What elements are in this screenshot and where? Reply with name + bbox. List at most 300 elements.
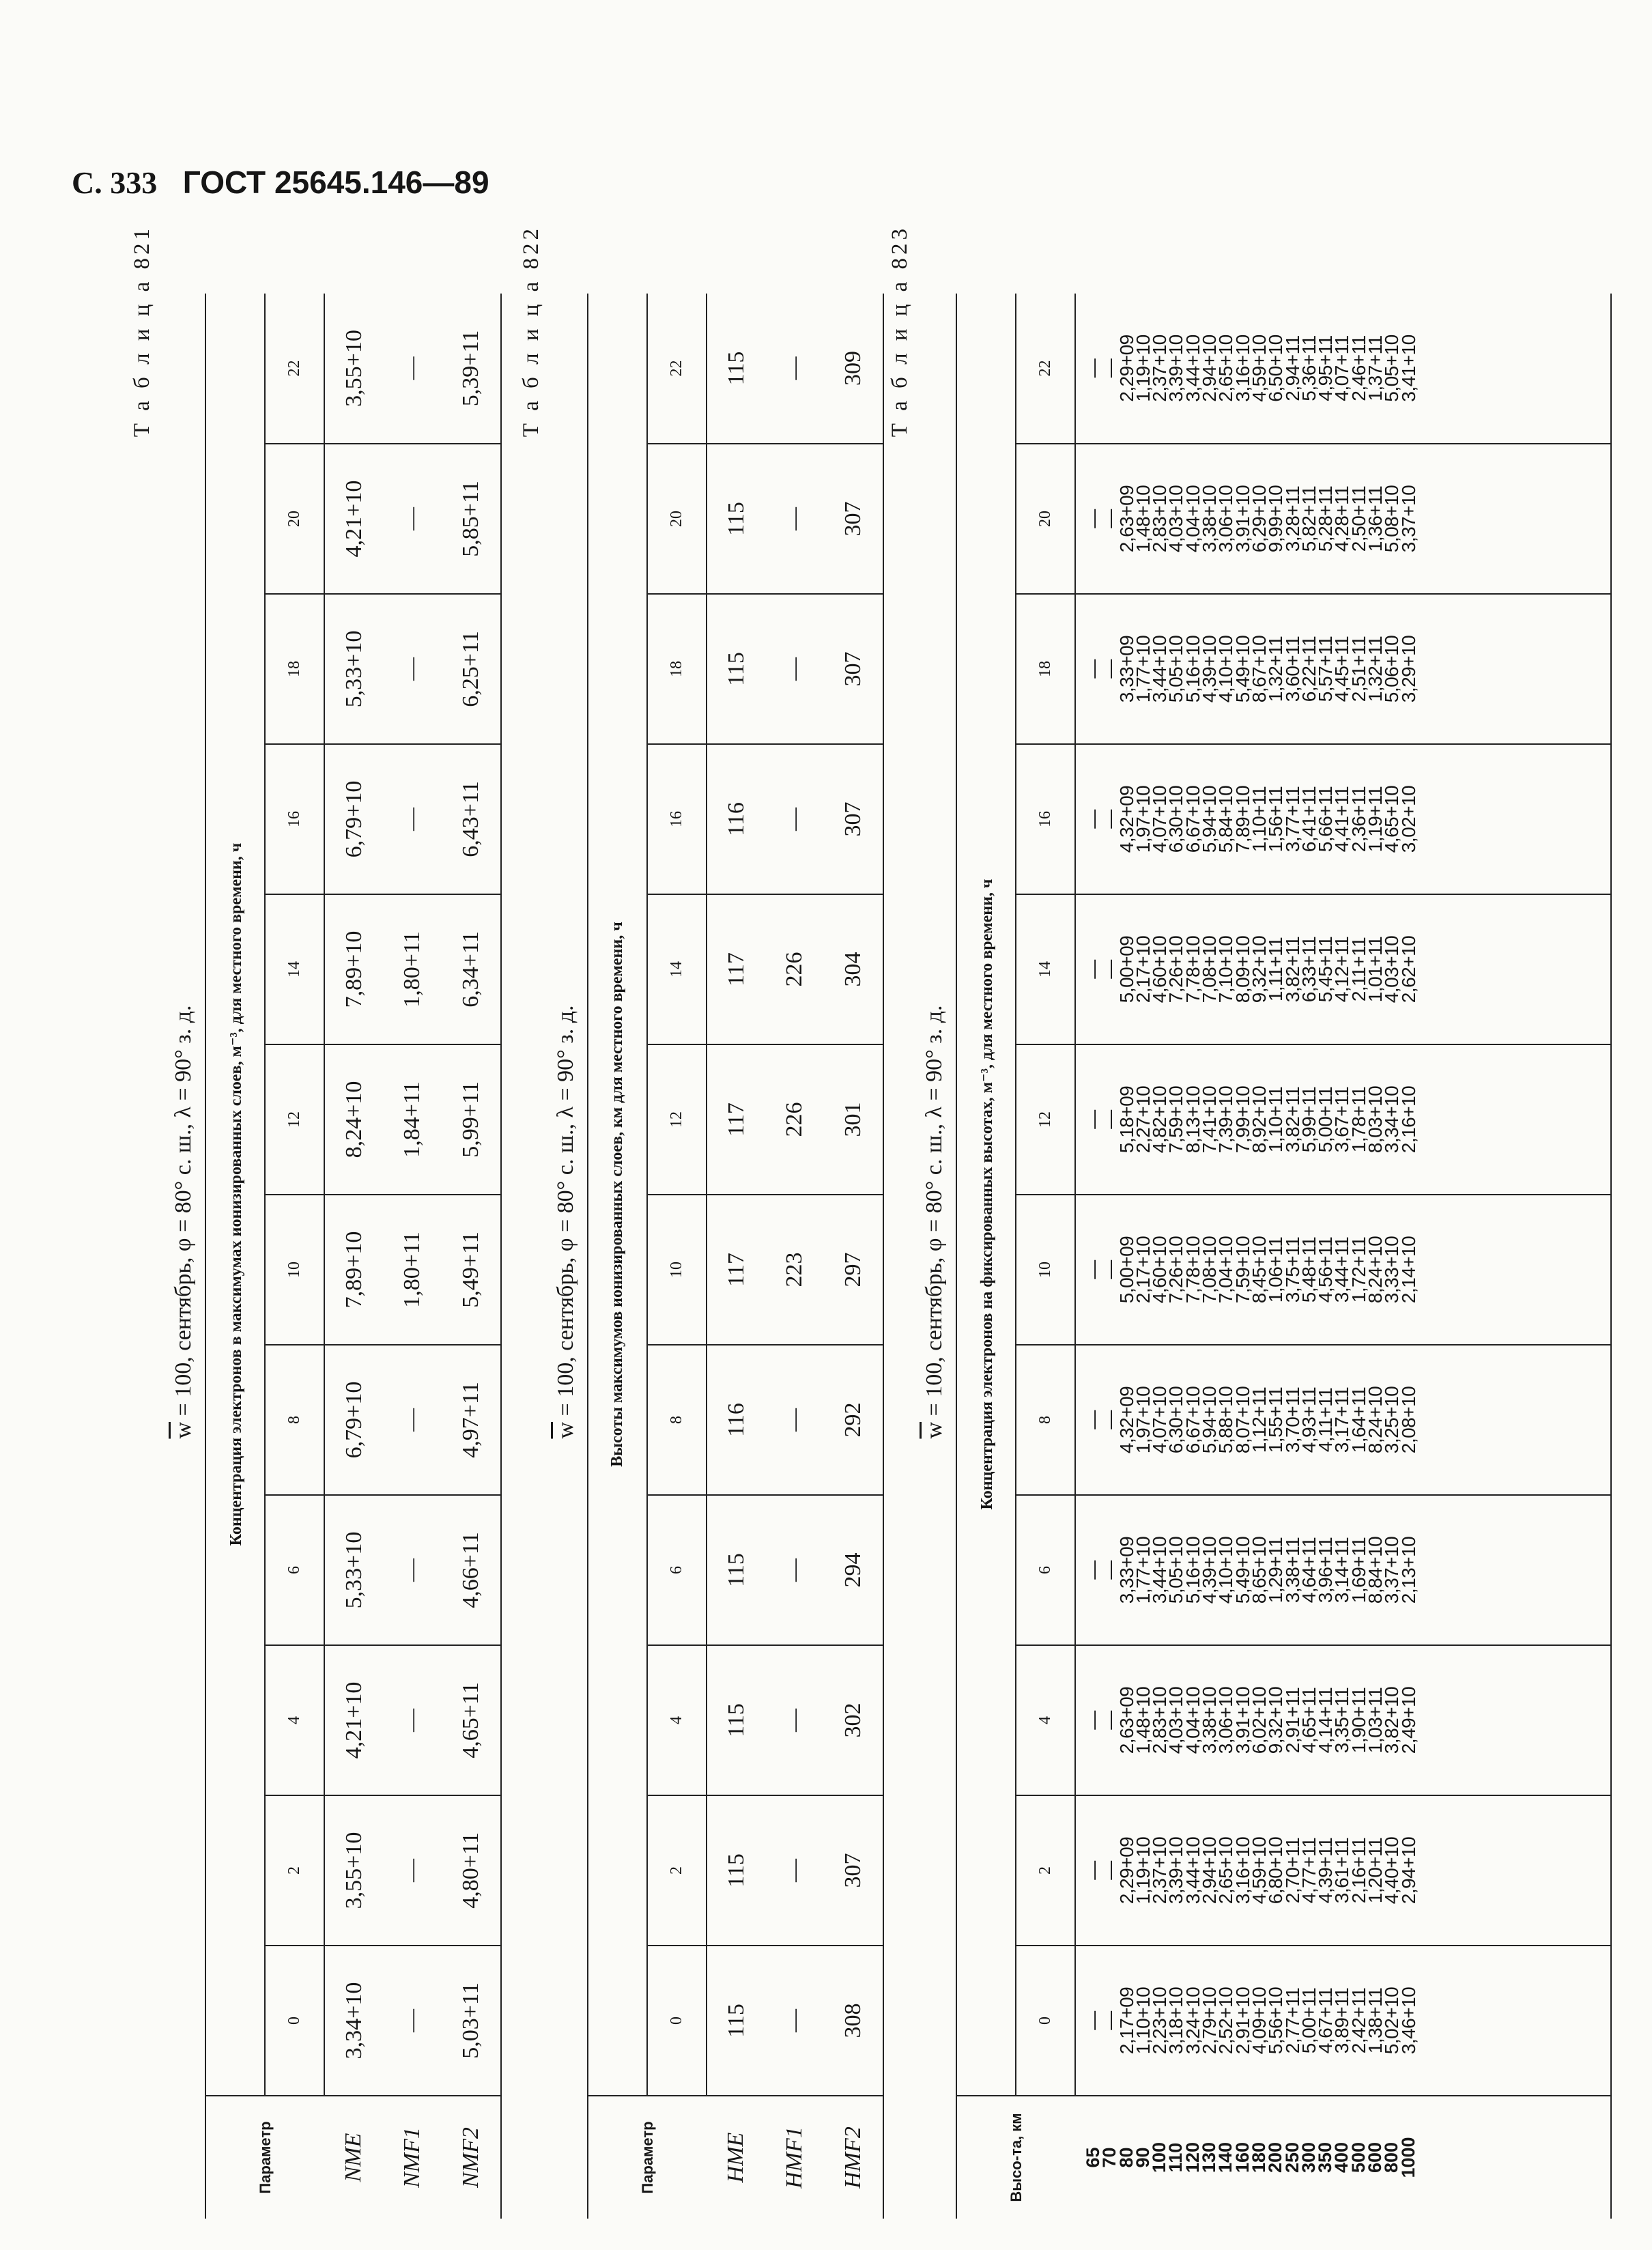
table821-row [442, 294, 501, 2219]
table823-column [1075, 444, 1611, 594]
table822-cell: 117 [707, 1044, 765, 1195]
table823-block [887, 225, 1577, 2219]
concentration-value: 3,44+10 [1149, 635, 1171, 703]
concentration-value: 4,77+11 [1298, 1837, 1320, 1904]
table822-table [587, 294, 884, 2219]
concentration-value: 4,60+10 [1149, 935, 1171, 1003]
concentration-value: 6,02+10 [1248, 1686, 1270, 1754]
height-value: 800 [1381, 2141, 1402, 2174]
table821-col-header: 6 [265, 1495, 324, 1645]
table821-span-header: Концентрация электронов в максимумах ионизированных слоев, м⁻³, для местного времени, ч [205, 294, 265, 2096]
height-value: 1000 [1397, 2137, 1419, 2178]
concentration-value: 2,77+11 [1281, 1987, 1303, 2054]
concentration-value: 2,36+11 [1348, 786, 1369, 853]
concentration-value: 1,19+11 [1365, 786, 1386, 853]
table821-label: Т а б л и ц а 821 [130, 225, 154, 438]
table822-col-header: 2 [647, 1795, 707, 1946]
concentration-value: 9,32+10 [1248, 935, 1270, 1003]
concentration-value: — [1099, 960, 1121, 979]
concentration-value: 1,32+11 [1365, 636, 1386, 702]
concentration-value: 4,59+10 [1248, 334, 1270, 402]
concentration-value: 1,29+11 [1265, 1537, 1287, 1604]
concentration-value: 1,55+11 [1265, 1386, 1287, 1453]
concentration-value: 2,94+10 [1397, 1836, 1419, 1905]
table822-cell: 307 [824, 744, 883, 894]
concentration-value: 6,67+10 [1182, 1386, 1204, 1454]
concentration-value: 3,44+11 [1331, 1236, 1353, 1303]
height-value: 65 [1083, 2147, 1103, 2168]
concentration-value: — [1099, 659, 1121, 679]
table823-column [1075, 1345, 1611, 1495]
concentration-value: 3,38+10 [1199, 1686, 1221, 1754]
table821-cell: 4,66+11 [442, 1495, 501, 1645]
concentration-value: 4,40+10 [1381, 1836, 1403, 1905]
concentration-value: — [1083, 1260, 1104, 1279]
table822-cell: 292 [824, 1345, 883, 1495]
concentration-value: 4,07+11 [1331, 335, 1353, 401]
table822-cell: 307 [824, 594, 883, 744]
concentration-value: 3,61+11 [1331, 1837, 1353, 1904]
table823-col-header: 20 [1016, 444, 1075, 594]
table821-block [130, 225, 512, 2219]
standard-number: ГОСТ 25645.146—89 [182, 165, 489, 200]
concentration-value: 1,19+10 [1132, 1836, 1154, 1905]
table821-col-header: 16 [265, 744, 324, 894]
table821-param-header: Параметр [256, 2121, 274, 2194]
concentration-value: 4,65+11 [1298, 1687, 1320, 1754]
concentration-value: 5,16+10 [1182, 1536, 1204, 1604]
table821-row-label: NME [341, 2133, 366, 2182]
concentration-value: 2,27+10 [1132, 1085, 1154, 1154]
table822-cell: — [765, 444, 824, 594]
concentration-value: — [1099, 2011, 1121, 2030]
concentration-value: 1,97+10 [1132, 1386, 1154, 1454]
table822-col-header: 18 [647, 594, 707, 744]
concentration-value: 6,33+11 [1298, 936, 1320, 1003]
table821-col-header: 2 [265, 1795, 324, 1946]
concentration-value: 1,06+11 [1265, 1236, 1287, 1303]
table822-cell: 117 [707, 894, 765, 1044]
concentration-value: 6,30+10 [1165, 1386, 1187, 1454]
concentration-value: 3,33+10 [1381, 1236, 1403, 1304]
concentration-value: 1,10+11 [1265, 1086, 1287, 1153]
table822-label: Т а б л и ц а 822 [519, 225, 543, 438]
height-value: 120 [1182, 2141, 1203, 2174]
table823-caption-w: $\overline{w}$ [922, 1421, 947, 1439]
table823-caption-rest: = 100, сентябрь, φ = 80° с. ш., λ = 90° з. д. [922, 1005, 947, 1422]
concentration-value: 4,10+10 [1215, 1536, 1237, 1604]
concentration-value: 5,05+10 [1381, 334, 1403, 402]
table822-cell: 308 [824, 1946, 883, 2096]
concentration-value: — [1083, 659, 1104, 679]
table822-cell: — [765, 1345, 824, 1495]
concentration-value: 3,39+10 [1165, 1836, 1187, 1905]
concentration-value: 5,48+11 [1298, 1236, 1320, 1303]
height-value: 160 [1231, 2141, 1253, 2174]
concentration-value: 2,63+09 [1115, 1686, 1137, 1754]
concentration-value: 5,08+10 [1381, 485, 1403, 553]
table821-row-label: NMF2 [458, 2127, 483, 2188]
table822-block [519, 225, 881, 2219]
table822-cell: — [765, 1946, 824, 2096]
concentration-value: 2,83+10 [1149, 485, 1171, 553]
concentration-value: 4,65+10 [1381, 785, 1403, 853]
concentration-value: 4,32+09 [1115, 1386, 1137, 1454]
table822-span-header: Высоты максимумов ионизированных слоев, км для местного времени, ч [588, 294, 647, 2096]
concentration-value: 3,28+11 [1281, 485, 1303, 552]
concentration-value: — [1083, 2011, 1104, 2030]
concentration-value: 3,44+10 [1182, 1836, 1204, 1905]
table822-cell: — [765, 744, 824, 894]
concentration-value: 4,82+10 [1149, 1085, 1171, 1154]
table821-cell: 7,89+10 [324, 894, 383, 1044]
table822-cell: — [765, 1645, 824, 1795]
concentration-value: 2,63+09 [1115, 485, 1137, 553]
concentration-value: 3,33+09 [1115, 1536, 1137, 1604]
concentration-value: 3,82+11 [1281, 1086, 1303, 1153]
height-value: 140 [1215, 2141, 1236, 2174]
concentration-value: 4,60+10 [1149, 1236, 1171, 1304]
table823-caption [922, 225, 948, 2219]
table821-cell: 5,99+11 [442, 1044, 501, 1195]
concentration-value: 4,32+09 [1115, 785, 1137, 853]
concentration-value: 5,06+10 [1381, 635, 1403, 703]
table822-row-label: HMF1 [782, 2126, 807, 2189]
table822-col-header: 22 [647, 294, 707, 444]
concentration-value: — [1083, 1861, 1104, 1880]
concentration-value: — [1099, 1410, 1121, 1429]
concentration-value: 5,84+10 [1215, 785, 1237, 853]
height-value: 80 [1115, 2147, 1137, 2168]
concentration-value: — [1083, 1410, 1104, 1429]
concentration-value: 6,50+10 [1265, 334, 1287, 402]
concentration-value: 3,70+11 [1281, 1386, 1303, 1453]
table821-cell: — [383, 444, 442, 594]
concentration-value: — [1099, 358, 1121, 378]
table822-cell: — [765, 1495, 824, 1645]
concentration-value: 2,17+10 [1132, 935, 1154, 1003]
concentration-value: 3,16+10 [1231, 1836, 1253, 1905]
table823-col-header: 4 [1016, 1645, 1075, 1795]
concentration-value: 5,00+11 [1315, 1086, 1337, 1153]
concentration-value: — [1083, 1711, 1104, 1730]
concentration-value: 2,42+11 [1348, 1987, 1369, 2054]
concentration-value: 8,24+10 [1365, 1236, 1386, 1304]
concentration-value: 7,26+10 [1165, 935, 1187, 1003]
table821-cell: 6,43+11 [442, 744, 501, 894]
concentration-value: 5,88+10 [1215, 1386, 1237, 1454]
concentration-value: 3,29+10 [1397, 635, 1419, 703]
table822-caption-w: $\overline{w}$ [553, 1421, 578, 1439]
concentration-value: 5,49+10 [1231, 635, 1253, 703]
table822-cell: 307 [824, 444, 883, 594]
height-value: 300 [1298, 2141, 1319, 2174]
concentration-value: 5,36+11 [1298, 335, 1320, 401]
concentration-value: 4,95+11 [1315, 335, 1337, 401]
concentration-value: 3,91+10 [1231, 1686, 1253, 1754]
table821-cell: 4,97+11 [442, 1345, 501, 1495]
concentration-value: 5,56+10 [1265, 1986, 1287, 2055]
concentration-value: — [1099, 1110, 1121, 1129]
table823-col-header: 0 [1016, 1946, 1075, 2096]
concentration-value: 1,97+10 [1132, 785, 1154, 853]
concentration-value: 2,23+10 [1149, 1986, 1171, 2055]
concentration-value: 2,29+09 [1115, 1836, 1137, 1905]
concentration-value: 1,12+11 [1248, 1386, 1270, 1453]
table823-column [1075, 744, 1611, 894]
concentration-value: 5,02+10 [1381, 1986, 1403, 2055]
table822-cell: 302 [824, 1645, 883, 1795]
rotated-content [130, 225, 1577, 2219]
concentration-value: 3,14+11 [1331, 1537, 1353, 1604]
concentration-value: 3,96+11 [1315, 1537, 1337, 1604]
table821-cell: 5,85+11 [442, 444, 501, 594]
concentration-value: 2,46+11 [1348, 335, 1369, 401]
concentration-value: 4,64+11 [1298, 1537, 1320, 1604]
table822-row-label: HMF2 [840, 2126, 866, 2189]
concentration-value: 2,50+11 [1348, 485, 1369, 552]
concentration-value: 1,64+11 [1348, 1386, 1369, 1453]
table821-cell: — [383, 1795, 442, 1946]
table822-col-header: 0 [647, 1946, 707, 2096]
concentration-value: 9,99+10 [1265, 485, 1287, 553]
height-value: 350 [1315, 2141, 1336, 2174]
table822-cell: 115 [707, 444, 765, 594]
concentration-value: 2,51+11 [1348, 636, 1369, 702]
table821-cell: 4,21+10 [324, 1645, 383, 1795]
table821-cell: 1,80+11 [383, 894, 442, 1044]
table822-caption [553, 225, 579, 2219]
table821-col-header: 8 [265, 1345, 324, 1495]
page-number: С. 333 [72, 165, 158, 200]
concentration-value: 2,17+09 [1115, 1986, 1137, 2055]
table823-column [1075, 294, 1611, 444]
table821-cell: 1,84+11 [383, 1044, 442, 1195]
table823-col-header: 6 [1016, 1495, 1075, 1645]
concentration-value: 2,79+10 [1199, 1986, 1221, 2055]
concentration-value: 3,60+11 [1281, 636, 1303, 702]
concentration-value: 4,03+10 [1165, 485, 1187, 553]
concentration-value: 4,11+11 [1315, 1387, 1337, 1453]
table822-cell: — [765, 594, 824, 744]
concentration-value: 2,14+10 [1397, 1236, 1419, 1304]
concentration-value: 4,14+11 [1315, 1687, 1337, 1754]
concentration-value: 3,44+10 [1182, 334, 1204, 402]
concentration-value: 2,70+11 [1281, 1837, 1303, 1904]
concentration-value: 4,56+11 [1315, 1236, 1337, 1303]
concentration-value: 3,33+09 [1115, 635, 1137, 703]
table821-cell: 1,80+11 [383, 1195, 442, 1345]
table823-span-header: Концентрация электронов на фиксированных высотах, м⁻³, для местного времени, ч [956, 294, 1016, 2096]
table822-cell: 304 [824, 894, 883, 1044]
concentration-value: 2,91+10 [1231, 1986, 1253, 2055]
concentration-value: 7,59+10 [1231, 1236, 1253, 1304]
table821-col-header: 0 [265, 1946, 324, 2096]
concentration-value: 8,13+10 [1182, 1085, 1204, 1154]
concentration-value: 2,37+10 [1149, 334, 1171, 402]
height-value: 500 [1348, 2141, 1369, 2174]
concentration-value: — [1083, 1561, 1104, 1580]
concentration-value: 4,10+10 [1215, 635, 1237, 703]
table822-cell: 307 [824, 1795, 883, 1946]
table821-table [205, 294, 502, 2219]
concentration-value: 5,18+09 [1115, 1085, 1137, 1154]
table823-col-header: 22 [1016, 294, 1075, 444]
concentration-value: — [1099, 1561, 1121, 1580]
table821-cell: 4,65+11 [442, 1645, 501, 1795]
concentration-value: 5,94+10 [1199, 1386, 1221, 1454]
table821-col-header: 14 [265, 894, 324, 1044]
table822-cell: 117 [707, 1195, 765, 1345]
table823-column [1075, 1195, 1611, 1345]
concentration-value: — [1099, 810, 1121, 829]
concentration-value: 7,26+10 [1165, 1236, 1187, 1304]
concentration-value: 3,89+11 [1331, 1987, 1353, 2054]
table821-col-header: 22 [265, 294, 324, 444]
table822-cell: 226 [765, 1044, 824, 1195]
table821-cell: 6,34+11 [442, 894, 501, 1044]
table823-column [1075, 1495, 1611, 1645]
concentration-value: 1,10+11 [1248, 786, 1270, 853]
concentration-value: 3,02+10 [1397, 785, 1419, 853]
concentration-value: 1,10+10 [1132, 1986, 1154, 2055]
height-value: 180 [1248, 2141, 1269, 2174]
concentration-value: 5,28+11 [1315, 485, 1337, 552]
concentration-value: 6,67+10 [1182, 785, 1204, 853]
table821-cell: 6,79+10 [324, 744, 383, 894]
table821-col-header: 20 [265, 444, 324, 594]
concentration-value: — [1083, 960, 1104, 979]
table823-data-row [1075, 294, 1611, 2219]
concentration-value: 4,28+11 [1331, 485, 1353, 552]
concentration-value: 2,52+10 [1215, 1986, 1237, 2055]
table821-cell: 5,33+10 [324, 1495, 383, 1645]
concentration-value: 3,25+10 [1381, 1386, 1403, 1454]
concentration-value: 3,37+10 [1381, 1536, 1403, 1604]
table823-col-header: 16 [1016, 744, 1075, 894]
concentration-value: 8,03+10 [1365, 1085, 1386, 1154]
concentration-value: 3,18+10 [1165, 1986, 1187, 2055]
concentration-value: 6,80+10 [1265, 1836, 1287, 1905]
concentration-value: 1,32+11 [1265, 636, 1287, 702]
concentration-value: 8,09+10 [1231, 935, 1253, 1003]
table822-cell: 115 [707, 1645, 765, 1795]
concentration-value: 3,77+11 [1281, 786, 1303, 853]
concentration-value: 8,24+10 [1365, 1386, 1386, 1454]
concentration-value: 8,92+10 [1248, 1085, 1270, 1154]
table821-col-header: 10 [265, 1195, 324, 1345]
table821-cell: 3,55+10 [324, 294, 383, 444]
concentration-value: 2,94+10 [1199, 1836, 1221, 1905]
concentration-value: 7,39+10 [1215, 1085, 1237, 1154]
height-value: 100 [1149, 2141, 1170, 2174]
concentration-value: 1,20+11 [1365, 1837, 1386, 1904]
concentration-value: 1,03+11 [1365, 1687, 1386, 1754]
concentration-value: 6,30+10 [1165, 785, 1187, 853]
table821-col-header: 18 [265, 594, 324, 744]
concentration-value: — [1099, 509, 1121, 528]
table823-column [1075, 594, 1611, 744]
concentration-value: 3,46+10 [1397, 1986, 1419, 2055]
concentration-value: 4,39+10 [1199, 1536, 1221, 1604]
table822-cell: 294 [824, 1495, 883, 1645]
height-value: 70 [1099, 2147, 1120, 2168]
concentration-value: — [1083, 810, 1104, 829]
table822-cell: 115 [707, 1495, 765, 1645]
height-value: 110 [1165, 2142, 1186, 2173]
table823-column [1075, 1795, 1611, 1946]
table822-cell: 301 [824, 1044, 883, 1195]
concentration-value: 3,38+11 [1281, 1537, 1303, 1604]
table822-row [824, 294, 883, 2219]
concentration-value: 5,05+10 [1165, 1536, 1187, 1604]
concentration-value: 2,13+10 [1397, 1536, 1419, 1604]
table823-col-header: 10 [1016, 1195, 1075, 1345]
table822-cell: 309 [824, 294, 883, 444]
concentration-value: 4,03+10 [1381, 935, 1403, 1003]
table822-row-label: HME [723, 2132, 748, 2183]
table822-col-header: 8 [647, 1345, 707, 1495]
concentration-value: 2,94+11 [1281, 335, 1303, 401]
concentration-value: 1,78+11 [1348, 1086, 1369, 1153]
concentration-value: 4,59+10 [1248, 1836, 1270, 1905]
concentration-value: 7,99+10 [1231, 1085, 1253, 1154]
table821-cell: 6,25+11 [442, 594, 501, 744]
table821-cell: 3,55+10 [324, 1795, 383, 1946]
concentration-value: 3,38+10 [1199, 485, 1221, 553]
concentration-value: — [1099, 1260, 1121, 1279]
table821-cell: 7,89+10 [324, 1195, 383, 1345]
table822-col-header: 16 [647, 744, 707, 894]
concentration-value: 2,83+10 [1149, 1686, 1171, 1754]
concentration-value: 1,36+11 [1365, 485, 1386, 552]
table821-cell: 4,80+11 [442, 1795, 501, 1946]
concentration-value: 8,84+10 [1365, 1536, 1386, 1604]
concentration-value: 1,37+11 [1365, 335, 1386, 401]
concentration-value: 6,41+11 [1298, 786, 1320, 853]
table822-col-header: 12 [647, 1044, 707, 1195]
concentration-value: 4,07+10 [1149, 1386, 1171, 1454]
concentration-value: 1,48+10 [1132, 485, 1154, 553]
table821-cell: 5,49+11 [442, 1195, 501, 1345]
concentration-value: 2,17+10 [1132, 1236, 1154, 1304]
concentration-value: 1,77+10 [1132, 1536, 1154, 1604]
concentration-value: 3,37+10 [1397, 485, 1419, 553]
concentration-value: 5,16+10 [1182, 635, 1204, 703]
concentration-value: 7,08+10 [1199, 1236, 1221, 1304]
concentration-value: — [1099, 1861, 1121, 1880]
table823-column [1075, 1044, 1611, 1195]
concentration-value: 1,72+11 [1348, 1236, 1369, 1303]
concentration-value: 9,32+10 [1265, 1686, 1287, 1754]
table821-cell: — [383, 594, 442, 744]
concentration-value: 6,22+11 [1298, 636, 1320, 702]
concentration-value: 3,91+10 [1231, 485, 1253, 553]
page-header [72, 164, 489, 201]
table823-column [1075, 1946, 1611, 2096]
table822-cell: 115 [707, 1795, 765, 1946]
height-value: 600 [1365, 2141, 1386, 2174]
concentration-value: 3,41+10 [1397, 334, 1419, 402]
concentration-value: — [1099, 1711, 1121, 1730]
table823-label: Т а б л и ц а 823 [887, 225, 912, 438]
concentration-value: 4,41+11 [1331, 786, 1353, 853]
table822-param-header: Параметр [638, 2121, 656, 2194]
table821-cell: — [383, 1495, 442, 1645]
concentration-value: 3,82+10 [1381, 1686, 1403, 1754]
concentration-value: 7,89+10 [1231, 785, 1253, 853]
concentration-value: 4,67+11 [1315, 1987, 1337, 2054]
